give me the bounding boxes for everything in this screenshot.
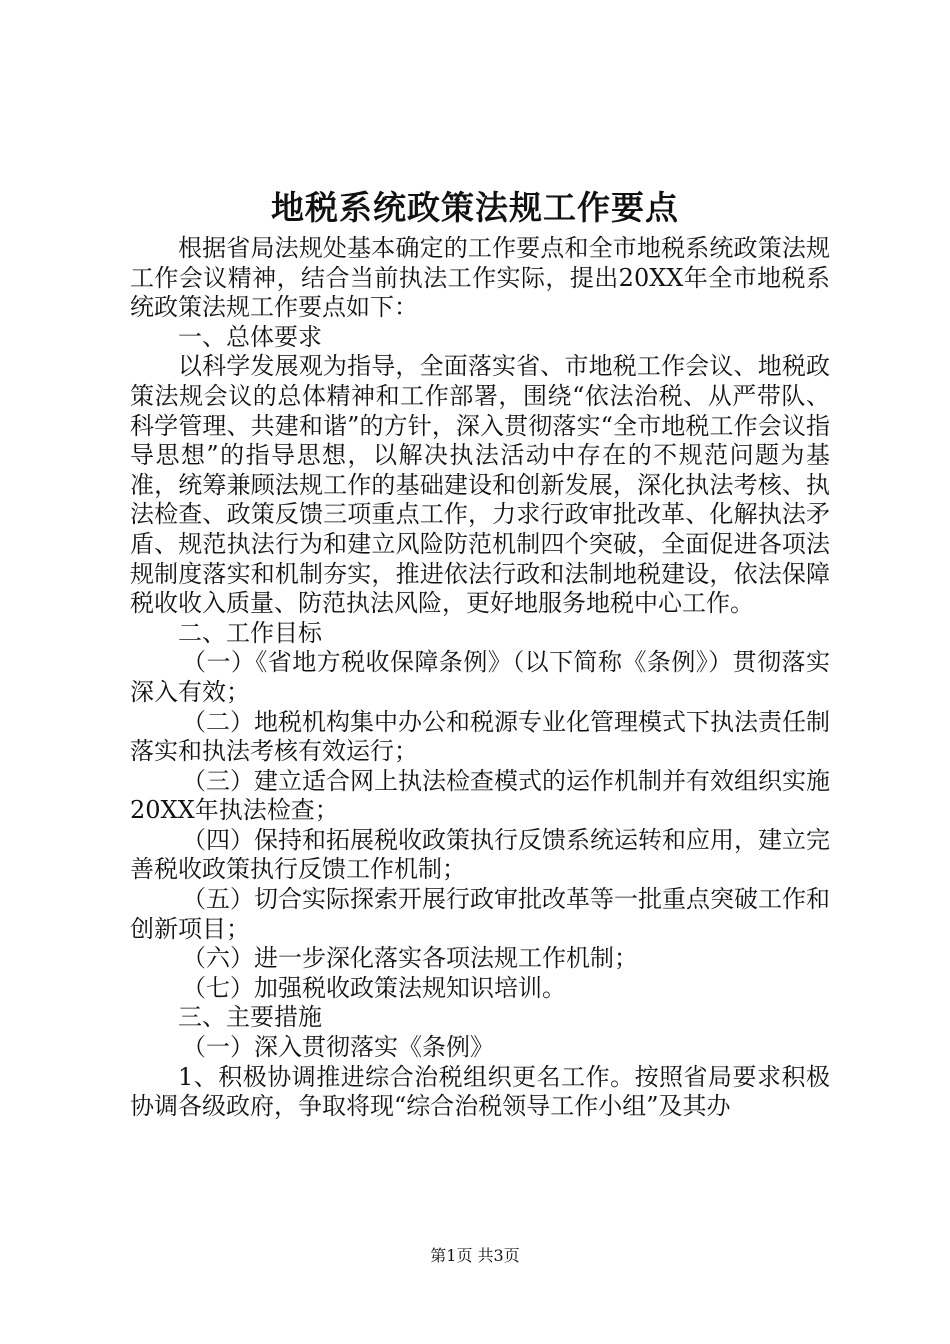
goal-item-4: （四）保持和拓展税收政策执行反馈系统运转和应用，建立完善税收政策执行反馈工作机制； <box>130 825 830 884</box>
intro-paragraph: 根据省局法规处基本确定的工作要点和全市地税系统政策法规工作会议精神，结合当前执法工作实际，提出20XX年全市地税系统政策法规工作要点如下： <box>130 234 830 322</box>
goal-item-7: （七）加强税收政策法规知识培训。 <box>182 973 566 1002</box>
document-title: 地税系统政策法规工作要点 <box>271 188 679 227</box>
goal-item-5: （五）切合实际探索开展行政审批改革等一批重点突破工作和创新项目； <box>130 885 830 943</box>
goal-item-2: （二）地税机构集中办公和税源专业化管理模式下执法责任制落实和执法考核有效运行； <box>130 707 830 766</box>
goal-item-6: （六）进一步深化落实各项法规工作机制； <box>182 944 638 973</box>
document-body <box>130 234 830 1122</box>
section-heading-measures: 三、主要措施 <box>178 1003 322 1032</box>
general-requirements-paragraph: 以科学发展观为指导，全面落实省、市地税工作会议、地税政策法规会议的总体精神和工作部署，围绕“依法治税、从严带队、科学管理、共建和谐”的方针，深入贯彻落实“全市地税工作会议指导思想”的指导思想，以解决执法活动中存在的不规范问题为基准，统筹兼顾法规工作的基础建设和创新发展，深化执法考核、执法检查、政策反馈三项重点工作，力求行政审批改革、化解执法矛盾、规范执法行为和建立风险防范机制四个突破，全面促进各项法规制度落实和机制夯实，推进依法行政和法制地税建设，依法保障税收收入质量、防范执法风险，更好地服务地税中心工作。 <box>130 352 830 618</box>
page-number-footer: 第1页 共3页 <box>430 1246 520 1265</box>
goal-item-1: （一）《省地方税收保障条例》（以下简称《条例》）贯彻落实深入有效； <box>130 648 830 706</box>
goal-item-3: （三）建立适合网上执法检查模式的运作机制并有效组织实施20XX年执法检查； <box>130 766 830 825</box>
measure-subheading-1: （一）深入贯彻落实《条例》 <box>182 1033 494 1062</box>
section-heading-general: 一、总体要求 <box>178 322 322 351</box>
measure-paragraph-1: 1、积极协调推进综合治税组织更名工作。按照省局要求积极协调各级政府，争取将现“综合治税领导工作小组”及其办 <box>130 1062 830 1121</box>
section-heading-goals: 二、工作目标 <box>178 618 322 647</box>
